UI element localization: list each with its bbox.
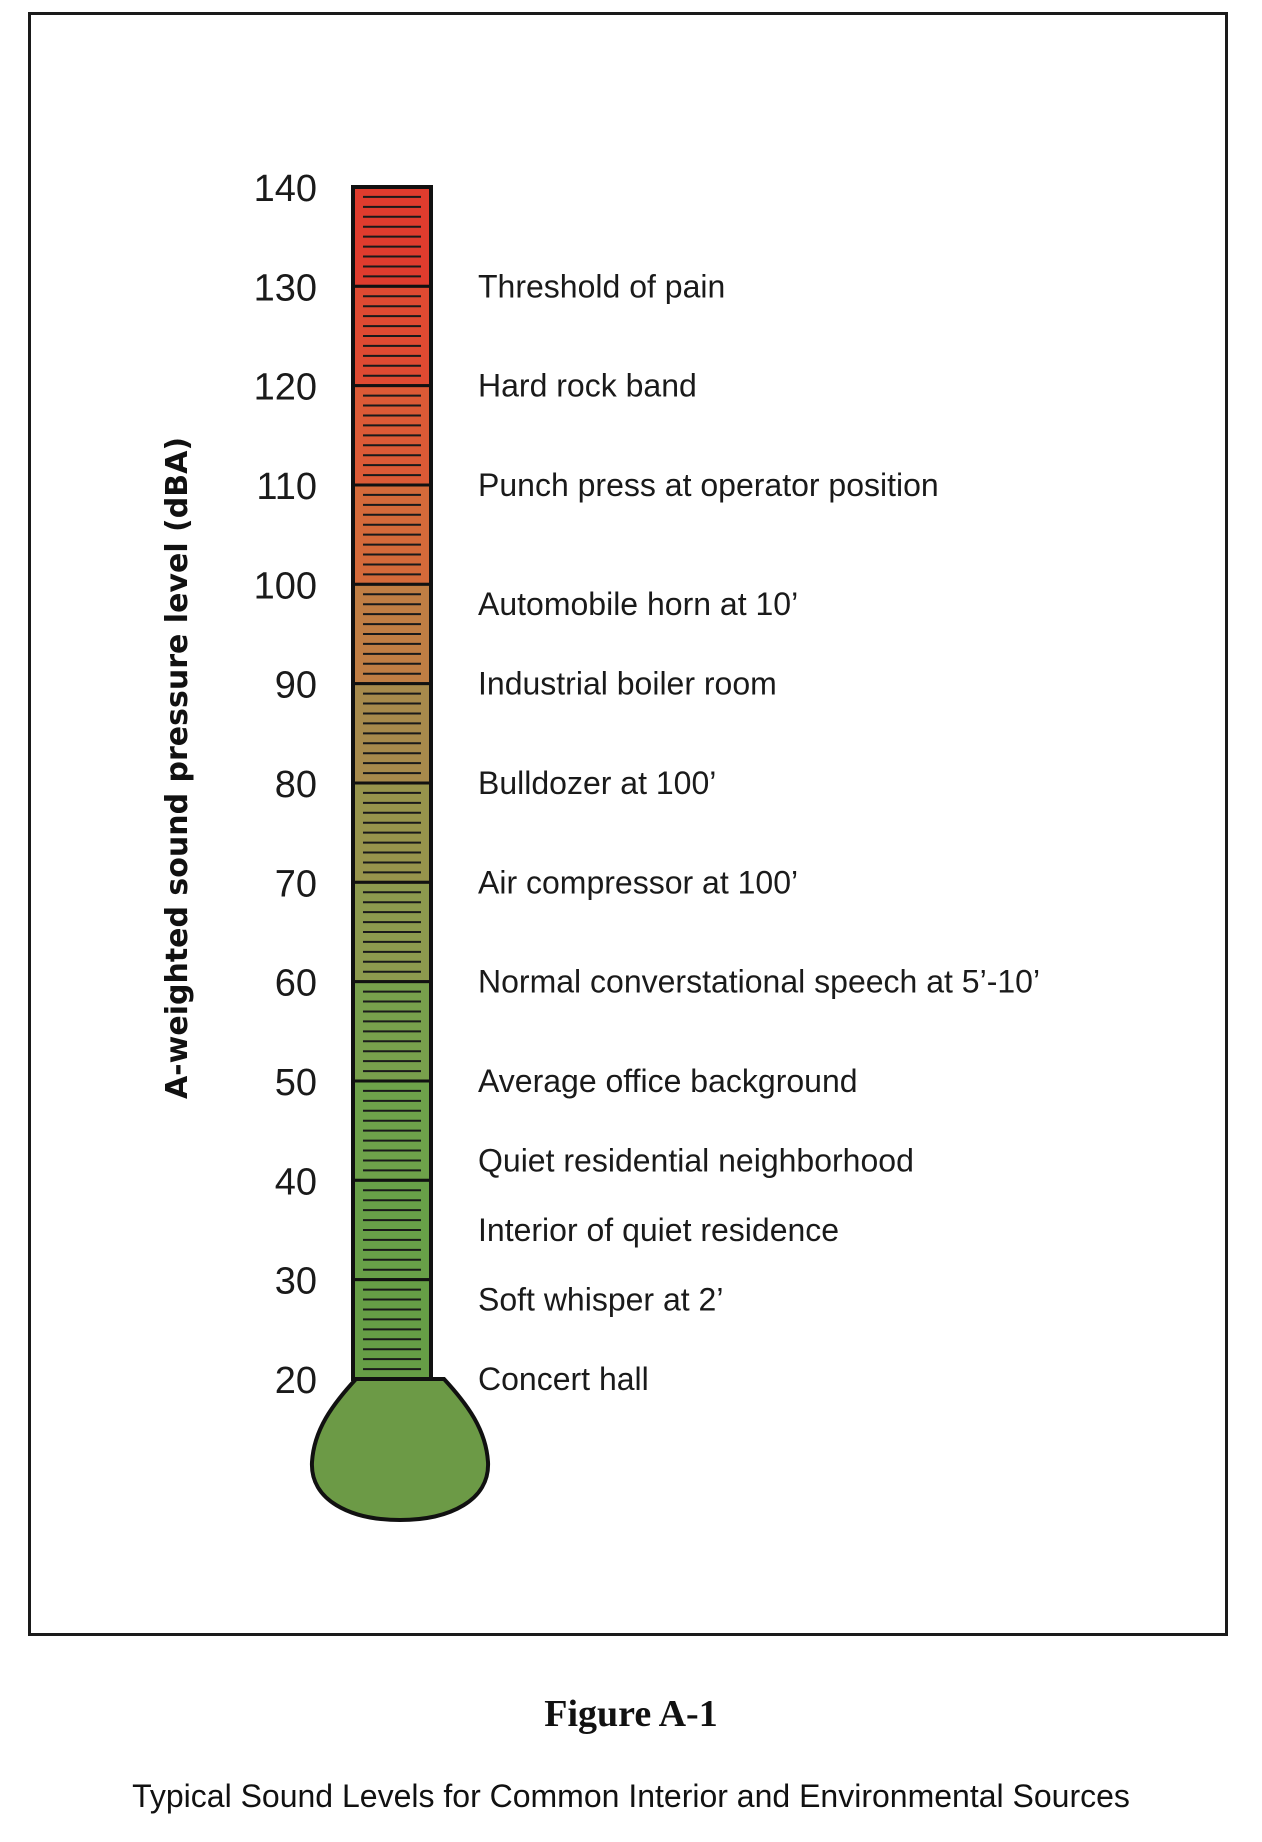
tick-label: 60 <box>274 962 317 1005</box>
source-label: Hard rock band <box>478 367 697 404</box>
source-label: Average office background <box>478 1063 858 1099</box>
source-label: Interior of quiet residence <box>478 1212 840 1248</box>
tick-label: 120 <box>253 366 317 409</box>
source-label: Air compressor at 100’ <box>478 864 799 901</box>
source-label: Bulldozer at 100’ <box>478 765 717 801</box>
tick-label: 80 <box>274 764 317 806</box>
figure-caption: Typical Sound Levels for Common Interior and Environmental Sources <box>132 1778 1130 1814</box>
tick-label: 110 <box>256 466 317 508</box>
tick-label: 20 <box>274 1360 317 1402</box>
tick-label: 90 <box>274 664 317 707</box>
tick-label: 50 <box>274 1062 317 1104</box>
tick-labels <box>254 168 317 1402</box>
source-label: Quiet residential neighborhood <box>478 1142 914 1179</box>
tick-label: 140 <box>253 168 317 210</box>
source-label: Industrial boiler room <box>478 665 777 702</box>
source-label: Concert hall <box>478 1361 649 1397</box>
tick-label: 130 <box>253 267 317 310</box>
source-label: Punch press at operator position <box>478 467 939 503</box>
source-label: Normal converstational speech at 5’-10’ <box>478 963 1041 1000</box>
tick-label: 30 <box>274 1260 317 1303</box>
tick-label: 100 <box>253 565 317 608</box>
tick-label: 70 <box>274 863 317 906</box>
source-labels <box>478 268 1040 1397</box>
thermometer-bulb <box>312 1379 488 1520</box>
figure-number: Figure A-1 <box>544 1693 718 1735</box>
source-label: Threshold of pain <box>478 268 726 305</box>
tick-label: 40 <box>274 1161 317 1204</box>
source-label: Automobile horn at 10’ <box>478 586 799 623</box>
source-label: Soft whisper at 2’ <box>478 1281 724 1318</box>
axis-title: A-weighted sound pressure level (dBA) <box>160 436 195 1100</box>
